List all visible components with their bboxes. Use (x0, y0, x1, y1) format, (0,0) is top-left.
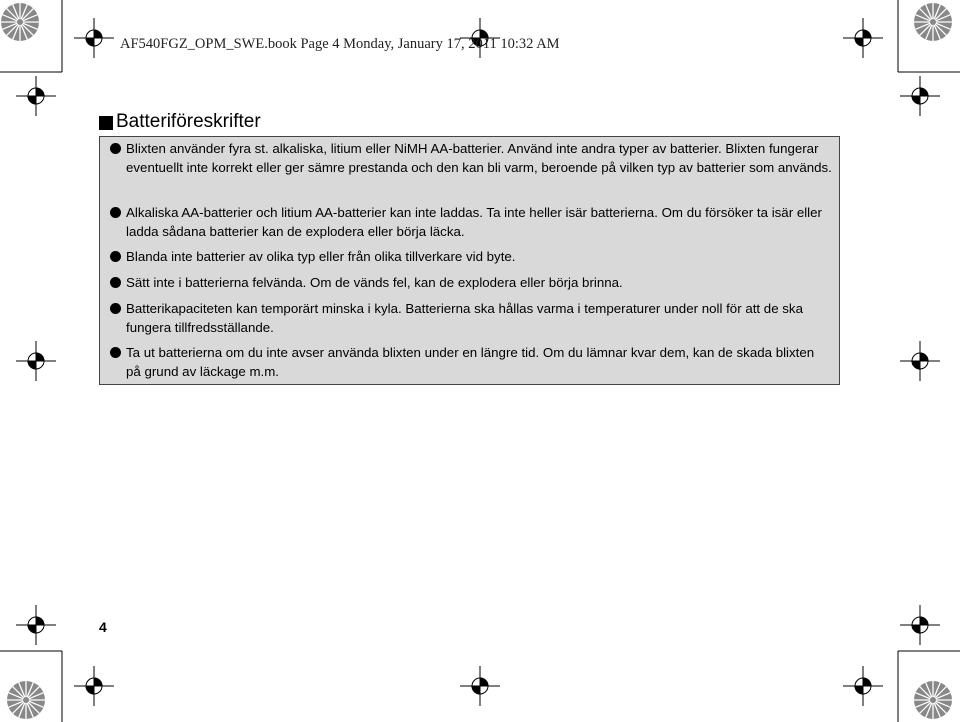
list-item (110, 343, 832, 381)
bullet-dot-icon (110, 143, 121, 154)
registration-mark-icon (16, 341, 56, 381)
registration-mark-icon (900, 76, 940, 116)
bullet-dot-icon (110, 251, 121, 262)
list-item (110, 139, 832, 177)
battery-precautions-box (99, 136, 840, 385)
list-item-text: Ta ut batterierna om du inte avser använda blixten under en längre tid. Om du lämnar kvar dem, kan de skada blixten på grund av läckage m.m. (126, 345, 815, 379)
list-item-text: Batterikapaciteten kan temporärt minska i kyla. Batterierna ska hållas varma i temperaturer under noll för att de ska fungera tillfredsställande. (126, 301, 803, 335)
bullet-dot-icon (110, 303, 121, 314)
bullet-dot-icon (110, 207, 121, 218)
registration-mark-icon (74, 666, 114, 706)
list-item (110, 299, 832, 337)
registration-mark-icon (843, 666, 883, 706)
section-heading (99, 111, 261, 133)
starburst-target-icon (914, 681, 952, 719)
square-bullet-icon (99, 116, 113, 130)
list-item (110, 273, 832, 292)
registration-mark-icon (460, 666, 500, 706)
bullet-dot-icon (110, 277, 121, 288)
list-item (110, 203, 832, 241)
starburst-target-icon (1, 3, 39, 41)
bullet-dot-icon (110, 347, 121, 358)
list-item-text: Blanda inte batterier av olika typ eller från olika tillverkare vid byte. (126, 249, 516, 264)
starburst-target-icon (7, 681, 45, 719)
registration-mark-icon (900, 605, 940, 645)
section-title-text: Batteriföreskrifter (116, 111, 261, 132)
list-item-text: Alkaliska AA-batterier och litium AA-batterier kan inte laddas. Ta inte heller isär batterierna. Om du försöker ta isär eller ladda sådana batterier kan de explodera eller börja läcka. (126, 205, 822, 239)
list-item-text: Blixten använder fyra st. alkaliska, litium eller NiMH AA-batterier. Använd inte andra typer av batterier. Blixten fungerar eventuellt inte korrekt eller ger sämre prestanda och den kan bli varm, beroende på vilken typ av batterier som används. (126, 141, 832, 175)
starburst-target-icon (914, 3, 952, 41)
list-item-text: Sätt inte i batterierna felvända. Om de vänds fel, kan de explodera eller börja brinna. (126, 275, 623, 290)
registration-mark-icon (16, 605, 56, 645)
page-number: 4 (99, 619, 107, 635)
registration-mark-icon (900, 341, 940, 381)
list-item (110, 247, 832, 266)
registration-mark-icon (16, 76, 56, 116)
book-slug-header: AF540FGZ_OPM_SWE.book Page 4 Monday, January 17, 2011 10:32 AM (120, 36, 560, 52)
registration-mark-icon (74, 18, 114, 58)
registration-mark-icon (843, 18, 883, 58)
